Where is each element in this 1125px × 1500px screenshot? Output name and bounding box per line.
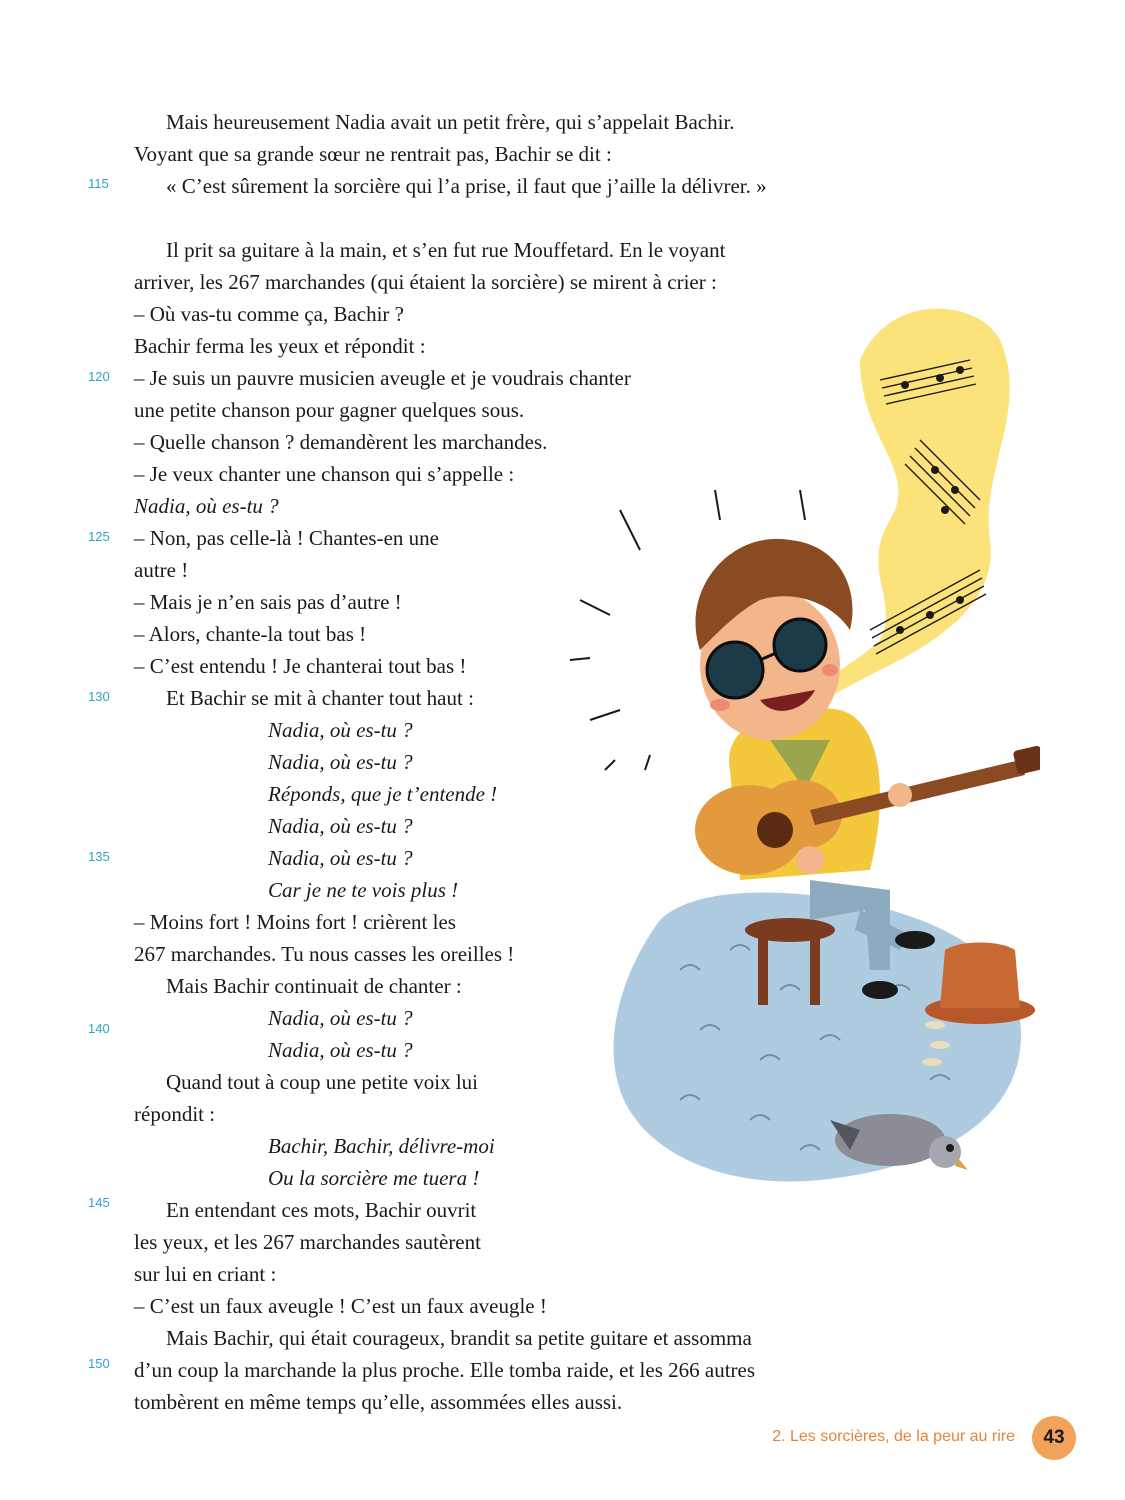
text-line: d’un coup la marchande la plus proche. Elle tomba raide, et les 266 autres [134,1358,756,1382]
text-line: « C’est sûrement la sorcière qui l’a prise, il faut que j’aille la délivrer. » [166,174,767,198]
text-line: Voyant que sa grande sœur ne rentrait pas, Bachir se dit : [134,142,612,166]
text-line: autre ! [134,558,189,582]
line-number: 135 [88,849,110,864]
song-title: Nadia, où es-tu ? [134,494,279,518]
text-line: – Alors, chante-la tout bas ! [134,622,367,646]
boy-with-guitar-illustration [560,270,1040,1200]
text-line: – C’est un faux aveugle ! C’est un faux aveugle ! [134,1294,547,1318]
song-line: Nadia, où es-tu ? [268,1038,413,1062]
text-line: une petite chanson pour gagner quelques sous. [134,398,525,422]
line-number: 150 [88,1356,110,1371]
song-line: Nadia, où es-tu ? [268,1006,413,1030]
text-line: Il prit sa guitare à la main, et s’en fut rue Mouffetard. En le voyant [166,238,726,262]
text-line: Mais Bachir continuait de chanter : [166,974,462,998]
song-line: Bachir, Bachir, délivre-moi [268,1134,495,1158]
line-number: 140 [88,1021,110,1036]
text-line: – Quelle chanson ? demandèrent les marchandes. [134,430,548,454]
text-line: les yeux, et les 267 marchandes sautèrent [134,1230,481,1254]
text-line: 267 marchandes. Tu nous casses les oreilles ! [134,942,515,966]
song-line: Réponds, que je t’entende ! [268,782,498,806]
line-number: 115 [88,176,109,191]
text-line: arriver, les 267 marchandes (qui étaient la sorcière) se mirent à crier : [134,270,717,294]
text-line: – Je suis un pauvre musicien aveugle et je voudrais chanter [134,366,631,390]
line-number: 145 [88,1195,110,1210]
line-number: 125 [88,529,110,544]
line-number: 120 [88,369,110,384]
song-line: Car je ne te vois plus ! [268,878,459,902]
chapter-label: 2. Les sorcières, de la peur au rire [772,1428,1015,1445]
text-line: répondit : [134,1102,216,1126]
text-line: – Je veux chanter une chanson qui s’appelle : [134,462,515,486]
song-line: Nadia, où es-tu ? [268,718,413,742]
text-line: Et Bachir se mit à chanter tout haut : [166,686,474,710]
text-line: Quand tout à coup une petite voix lui [166,1070,479,1094]
song-line: Ou la sorcière me tuera ! [268,1166,480,1190]
page-number: 43 [1032,1416,1076,1460]
text-line: Mais Bachir, qui était courageux, brandit sa petite guitare et assomma [166,1326,752,1350]
text-line: Bachir ferma les yeux et répondit : [134,334,426,358]
song-line: Nadia, où es-tu ? [268,846,413,870]
text-line: sur lui en criant : [134,1262,277,1286]
text-line: – Moins fort ! Moins fort ! crièrent les [134,910,456,934]
text-line: – Non, pas celle-là ! Chantes-en une [134,526,439,550]
song-line: Nadia, où es-tu ? [268,814,413,838]
text-line: – Mais je n’en sais pas d’autre ! [134,590,402,614]
text-line: tombèrent en même temps qu’elle, assommées elles aussi. [134,1390,623,1414]
song-line: Nadia, où es-tu ? [268,750,413,774]
text-line: – Où vas-tu comme ça, Bachir ? [134,302,404,326]
text-line: Mais heureusement Nadia avait un petit frère, qui s’appelait Bachir. [166,110,735,134]
text-line: En entendant ces mots, Bachir ouvrit [166,1198,477,1222]
line-number: 130 [88,689,110,704]
text-line: – C’est entendu ! Je chanterai tout bas ! [134,654,467,678]
